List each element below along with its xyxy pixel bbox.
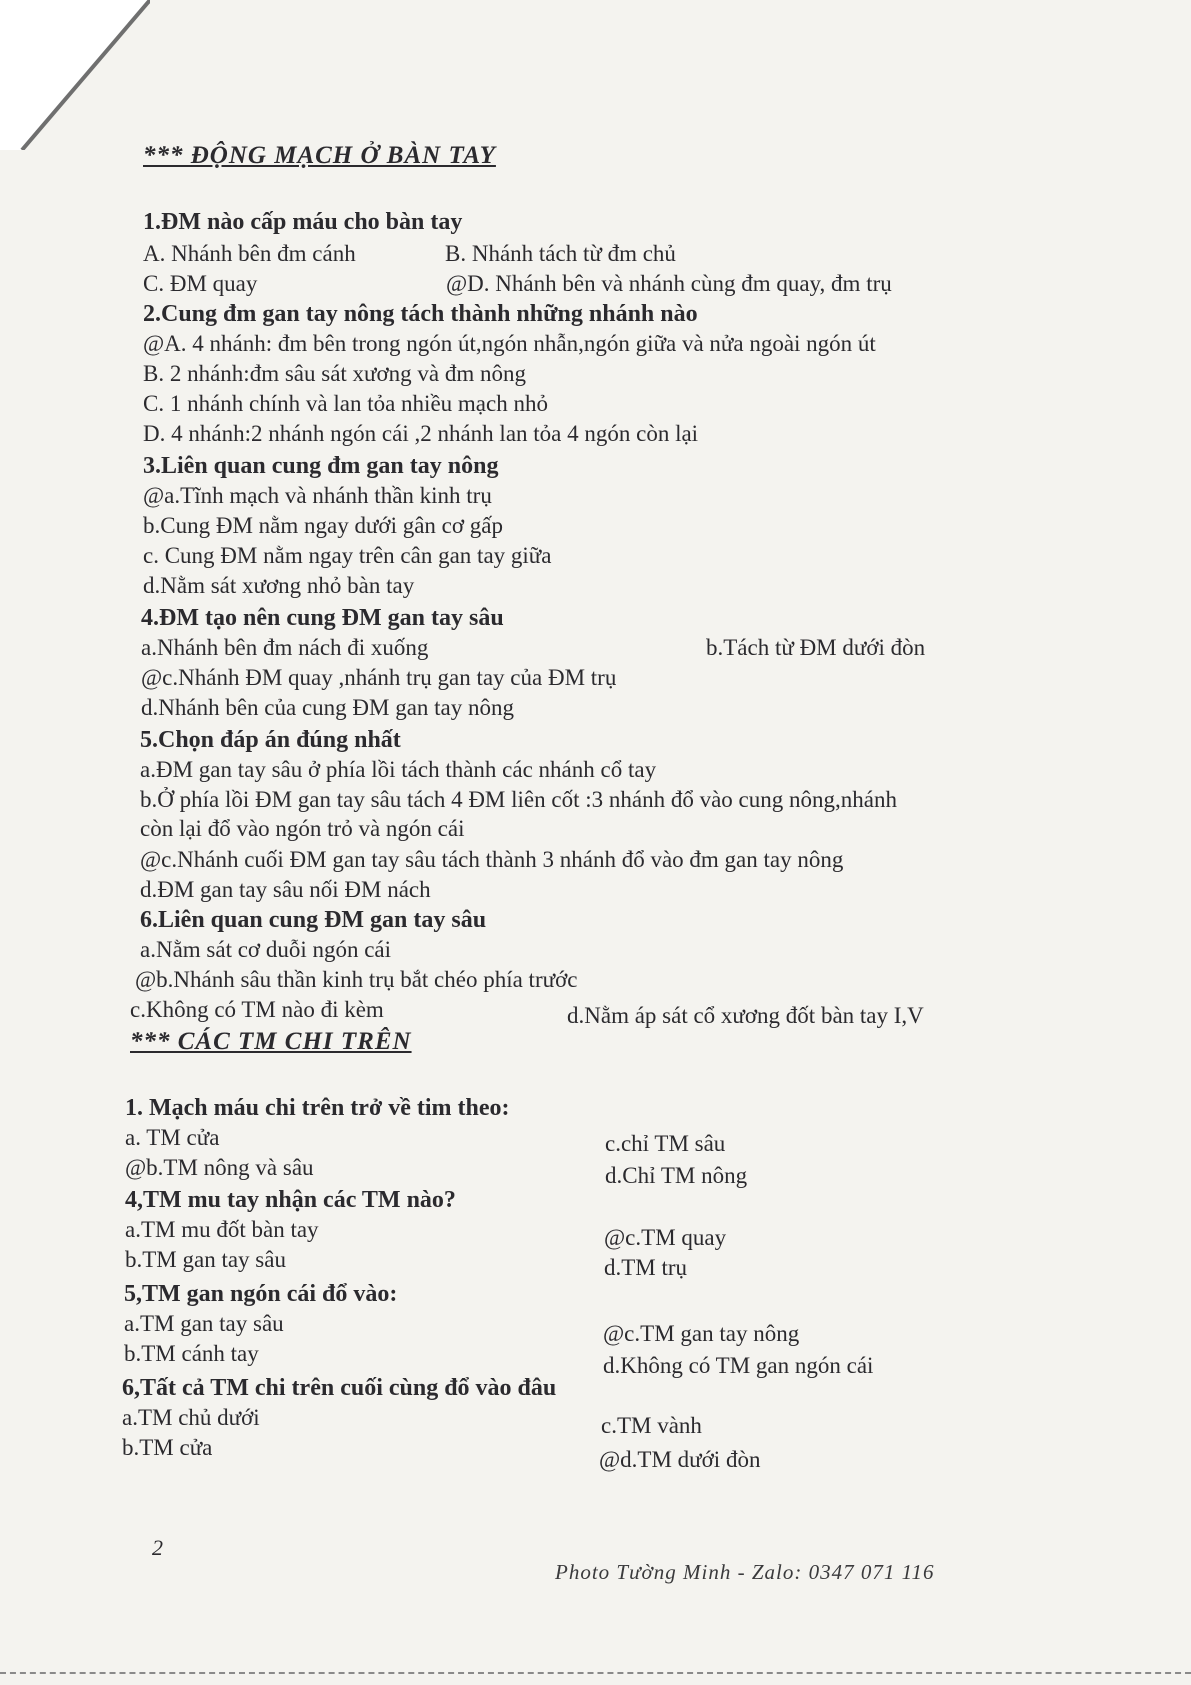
answer-2-4-a: a.TM mu đốt bàn tay [125, 1217, 319, 1242]
answer-2-6-b: b.TM cửa [122, 1435, 213, 1460]
question-1-6: 6.Liên quan cung ĐM gan tay sâu [140, 907, 487, 933]
question-1-4: 4.ĐM tạo nên cung ĐM gan tay sâu [141, 605, 504, 631]
answer-2-6-d: @d.TM dưới đòn [599, 1447, 761, 1472]
answer-1-6-a: a.Nằm sát cơ duỗi ngón cái [140, 937, 392, 962]
answer-1-1-a: A. Nhánh bên đm cánh [143, 241, 356, 266]
answer-1-5-d: d.ĐM gan tay sâu nối ĐM nách [140, 877, 431, 902]
section-heading-veins: *** CÁC TM CHI TRÊN [130, 1028, 412, 1055]
question-2-4: 4,TM mu tay nhận các TM nào? [125, 1187, 456, 1213]
footer-shop-contact: Photo Tường Minh - Zalo: 0347 071 116 [555, 1560, 935, 1584]
question-1-5: 5.Chọn đáp án đúng nhất [140, 727, 401, 753]
answer-2-6-a: a.TM chủ dưới [122, 1405, 260, 1430]
answer-1-6-d: d.Nằm áp sát cổ xương đốt bàn tay I,V [567, 1003, 924, 1028]
answer-1-5-a: a.ĐM gan tay sâu ở phía lồi tách thành các nhánh cổ tay [140, 757, 657, 782]
answer-1-3-c: c. Cung ĐM nằm ngay trên cân gan tay giữa [143, 543, 552, 568]
answer-2-4-c: @c.TM quay [604, 1225, 727, 1250]
answer-2-6-c: c.TM vành [601, 1413, 702, 1438]
answer-1-5-b-line2: còn lại đổ vào ngón trỏ và ngón cái [140, 816, 465, 841]
answer-2-5-d: d.Không có TM gan ngón cái [603, 1353, 874, 1378]
answer-1-4-d: d.Nhánh bên của cung ĐM gan tay nông [141, 695, 515, 720]
answer-2-5-a: a.TM gan tay sâu [124, 1311, 284, 1336]
question-1-1: 1.ĐM nào cấp máu cho bàn tay [143, 209, 463, 235]
answer-2-1-a: a. TM cửa [125, 1125, 220, 1150]
page-number: 2 [152, 1535, 163, 1560]
answer-2-5-c: @c.TM gan tay nông [603, 1321, 800, 1346]
answer-2-4-b: b.TM gan tay sâu [125, 1247, 286, 1272]
answer-1-5-c: @c.Nhánh cuối ĐM gan tay sâu tách thành 3 nhánh đổ vào đm gan tay nông [140, 847, 844, 872]
answer-1-2-c: C. 1 nhánh chính và lan tỏa nhiều mạch nhỏ [143, 391, 548, 416]
answer-1-4-a: a.Nhánh bên đm nách đi xuống [141, 635, 429, 660]
section-heading-arteries: *** ĐỘNG MẠCH Ở BÀN TAY [143, 142, 496, 169]
answer-1-4-b: b.Tách từ ĐM dưới đòn [706, 635, 926, 660]
answer-1-1-d: @D. Nhánh bên và nhánh cùng đm quay, đm trụ [446, 271, 892, 296]
answer-1-2-d: D. 4 nhánh:2 nhánh ngón cái ,2 nhánh lan tỏa 4 ngón còn lại [143, 421, 699, 446]
answer-1-4-c: @c.Nhánh ĐM quay ,nhánh trụ gan tay của ĐM trụ [141, 665, 617, 690]
answer-1-3-b: b.Cung ĐM nằm ngay dưới gân cơ gấp [143, 513, 504, 538]
scan-bottom-edge [0, 1672, 1191, 1676]
answer-1-2-a: @A. 4 nhánh: đm bên trong ngón út,ngón nhẫn,ngón giữa và nửa ngoài ngón út [143, 331, 876, 356]
answer-2-5-b: b.TM cánh tay [124, 1341, 259, 1366]
answer-1-6-b: @b.Nhánh sâu thần kinh trụ bắt chéo phía trước [135, 967, 578, 992]
answer-1-1-c: C. ĐM quay [143, 271, 258, 296]
question-2-5: 5,TM gan ngón cái đổ vào: [124, 1281, 398, 1307]
answer-1-3-d: d.Nằm sát xương nhỏ bàn tay [143, 573, 415, 598]
answer-2-1-d: d.Chỉ TM nông [605, 1163, 748, 1188]
answer-1-5-b-line1: b.Ở phía lồi ĐM gan tay sâu tách 4 ĐM liên cốt :3 nhánh đổ vào cung nông,nhánh [140, 787, 897, 812]
answer-2-1-b: @b.TM nông và sâu [125, 1155, 314, 1180]
answer-1-1-b: B. Nhánh tách từ đm chủ [445, 241, 676, 266]
question-1-3: 3.Liên quan cung đm gan tay nông [143, 453, 499, 479]
answer-1-6-c: c.Không có TM nào đi kèm [130, 997, 384, 1022]
answer-2-1-c: c.chỉ TM sâu [605, 1131, 726, 1156]
answer-1-3-a: @a.Tĩnh mạch và nhánh thần kinh trụ [143, 483, 492, 508]
answer-1-2-b: B. 2 nhánh:đm sâu sát xương và đm nông [143, 361, 527, 386]
answer-2-4-d: d.TM trụ [604, 1255, 688, 1280]
question-2-1: 1. Mạch máu chi trên trở về tim theo: [125, 1095, 510, 1121]
question-2-6: 6,Tất cả TM chi trên cuối cùng đổ vào đâu [122, 1375, 557, 1401]
question-1-2: 2.Cung đm gan tay nông tách thành những nhánh nào [143, 301, 698, 327]
